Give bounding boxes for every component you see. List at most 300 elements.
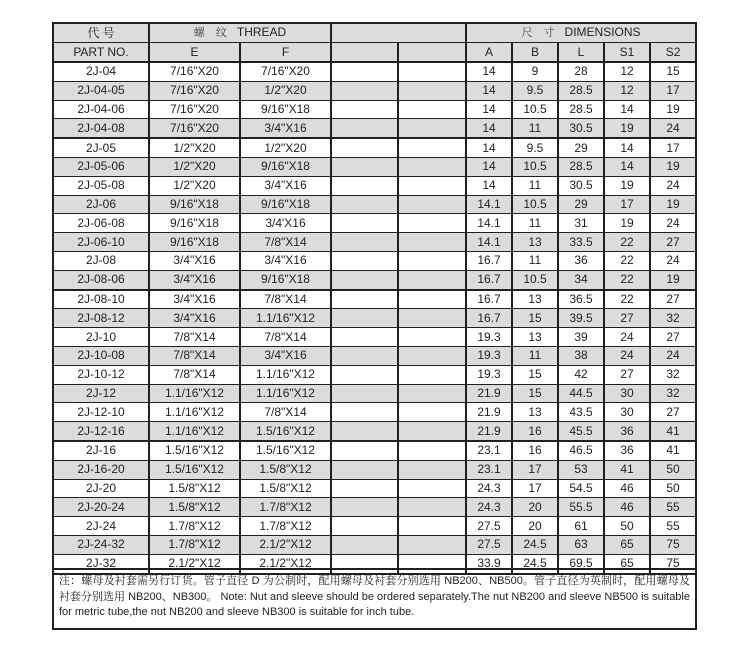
dim-s2-cell: 75 — [650, 535, 696, 554]
dim-l-cell: 34 — [558, 270, 604, 289]
dim-b-cell: 15 — [512, 309, 558, 328]
dim-a-cell: 14 — [466, 81, 512, 100]
dim-a-cell: 24.3 — [466, 479, 512, 498]
part-no-cell: 2J-24 — [53, 517, 149, 536]
thread-f-cell: 7/16"X20 — [240, 62, 331, 81]
thread-f-cell: 9/16"X18 — [240, 100, 331, 119]
thread-f-cell: 1.7/8"X12 — [240, 498, 331, 517]
dim-b-cell: 13 — [512, 328, 558, 347]
table-row — [53, 422, 696, 441]
table-row — [53, 365, 696, 384]
dim-l-cell: 53 — [558, 460, 604, 479]
part-no-cell: 2J-08-12 — [53, 309, 149, 328]
dim-l-cell: 36 — [558, 251, 604, 270]
part-no-header-en: PART NO. — [53, 43, 149, 63]
thread-e-cell: 3/4"X16 — [149, 270, 240, 289]
dim-l-cell: 63 — [558, 535, 604, 554]
table-row — [53, 328, 696, 347]
thread-e-cell: 1.5/16"X12 — [149, 441, 240, 460]
dim-l-cell: 28 — [558, 62, 604, 81]
dim-l-cell: 30.5 — [558, 176, 604, 195]
thread-e-cell: 1/2"X20 — [149, 138, 240, 157]
dim-b-cell: 9.5 — [512, 81, 558, 100]
dim-s2-cell: 32 — [650, 365, 696, 384]
dim-l-cell: 33.5 — [558, 233, 604, 252]
dim-s2-cell: 19 — [650, 100, 696, 119]
dim-b-cell: 17 — [512, 479, 558, 498]
dim-b-cell: 16 — [512, 441, 558, 460]
blank-cell-1 — [331, 157, 398, 176]
thread-f-cell: 3/4'X16 — [240, 214, 331, 233]
blank-cell-2 — [398, 214, 466, 233]
blank-cell-1 — [331, 479, 398, 498]
dim-a-cell: 27.5 — [466, 535, 512, 554]
blank-cell-2 — [398, 100, 466, 119]
table-row — [53, 384, 696, 403]
table-row — [53, 346, 696, 365]
dim-s2-cell: 32 — [650, 309, 696, 328]
dim-s1-cell: 22 — [604, 251, 650, 270]
dim-a-cell: 24.3 — [466, 498, 512, 517]
thread-f-cell: 9/16"X18 — [240, 157, 331, 176]
dim-a-cell: 14.1 — [466, 195, 512, 214]
dim-b-cell: 13 — [512, 403, 558, 422]
dim-s1-cell: 14 — [604, 100, 650, 119]
thread-f-cell: 3/4"X16 — [240, 119, 331, 138]
blank-cell-1 — [331, 62, 398, 81]
thread-en-label: THREAD — [236, 25, 287, 39]
part-no-cell: 2J-06 — [53, 195, 149, 214]
dim-a-cell: 21.9 — [466, 384, 512, 403]
blank-cell-2 — [398, 119, 466, 138]
dim-s1-cell: 41 — [604, 460, 650, 479]
blank-cell-1 — [331, 138, 398, 157]
blank-cell-1 — [331, 119, 398, 138]
part-no-cell: 2J-20 — [53, 479, 149, 498]
blank-cell-2 — [398, 422, 466, 441]
part-no-cell: 2J-05 — [53, 138, 149, 157]
table-row — [53, 441, 696, 460]
dim-a-cell: 21.9 — [466, 403, 512, 422]
dim-b-cell: 11 — [512, 176, 558, 195]
dim-s2-cell: 32 — [650, 384, 696, 403]
thread-e-cell: 1.7/8"X12 — [149, 517, 240, 536]
thread-e-cell: 3/4"X16 — [149, 251, 240, 270]
dim-b-cell: 10.5 — [512, 157, 558, 176]
dim-s1-cell: 12 — [604, 81, 650, 100]
dim-s1-cell: 65 — [604, 554, 650, 573]
table-row — [53, 233, 696, 252]
blank-cell-2 — [398, 157, 466, 176]
header-row-1 — [53, 23, 696, 43]
blank-cell-2 — [398, 498, 466, 517]
dim-a-cell: 14 — [466, 176, 512, 195]
thread-f-cell: 7/8"X14 — [240, 403, 331, 422]
blank-cell-1 — [331, 309, 398, 328]
part-no-cell: 2J-05-08 — [53, 176, 149, 195]
part-no-cell: 2J-10-08 — [53, 346, 149, 365]
table-row — [53, 81, 696, 100]
dim-s2-cell: 17 — [650, 81, 696, 100]
part-no-cell: 2J-04-05 — [53, 81, 149, 100]
thread-e-cell: 7/8"X14 — [149, 346, 240, 365]
blank-cell-2 — [398, 403, 466, 422]
thread-e-cell: 7/16"X20 — [149, 119, 240, 138]
part-no-cell: 2J-06-08 — [53, 214, 149, 233]
dim-l-cell: 55.5 — [558, 498, 604, 517]
part-no-cell: 2J-20-24 — [53, 498, 149, 517]
thread-e-cell: 1.1/16"X12 — [149, 422, 240, 441]
dim-s1-cell: 50 — [604, 517, 650, 536]
col-header-b: B — [512, 43, 558, 63]
dim-a-cell: 14 — [466, 157, 512, 176]
dim-b-cell: 15 — [512, 384, 558, 403]
dim-b-cell: 10.5 — [512, 270, 558, 289]
thread-e-cell: 1.5/16"X12 — [149, 460, 240, 479]
table-row — [53, 214, 696, 233]
thread-cn-label: 螺 纹 — [193, 27, 231, 39]
dim-a-cell: 27.5 — [466, 517, 512, 536]
blank-cell-2 — [398, 517, 466, 536]
blank-cell-1 — [331, 346, 398, 365]
part-no-cell: 2J-06-10 — [53, 233, 149, 252]
dim-s2-cell: 50 — [650, 460, 696, 479]
thread-f-cell: 3/4"X16 — [240, 176, 331, 195]
blank-cell-1 — [331, 251, 398, 270]
blank-cell-1 — [331, 460, 398, 479]
table-row — [53, 138, 696, 157]
table-row — [53, 403, 696, 422]
dim-s1-cell: 22 — [604, 290, 650, 309]
header-row-2 — [53, 43, 696, 63]
table-row — [53, 309, 696, 328]
part-no-cell: 2J-04 — [53, 62, 149, 81]
thread-f-cell: 2.1/2"X12 — [240, 554, 331, 573]
part-no-cell: 2J-32 — [53, 554, 149, 573]
thread-e-cell: 1.5/8"X12 — [149, 498, 240, 517]
blank-cell-2 — [398, 384, 466, 403]
dim-s1-cell: 46 — [604, 498, 650, 517]
dim-b-cell: 11 — [512, 251, 558, 270]
part-no-cell: 2J-10-12 — [53, 365, 149, 384]
dim-b-cell: 17 — [512, 460, 558, 479]
dim-s1-cell: 27 — [604, 309, 650, 328]
part-no-cell: 2J-16-20 — [53, 460, 149, 479]
dimensions-group-header — [466, 23, 696, 43]
dim-s2-cell: 24 — [650, 119, 696, 138]
blank-cell-1 — [331, 290, 398, 309]
thread-e-cell: 1.1/16"X12 — [149, 384, 240, 403]
dim-l-cell: 36.5 — [558, 290, 604, 309]
dim-s1-cell: 27 — [604, 365, 650, 384]
thread-e-cell: 9/16"X18 — [149, 195, 240, 214]
dim-s2-cell: 27 — [650, 403, 696, 422]
dim-l-cell: 28.5 — [558, 81, 604, 100]
dim-s1-cell: 46 — [604, 479, 650, 498]
thread-f-cell: 1.5/8"X12 — [240, 460, 331, 479]
dim-s2-cell: 24 — [650, 214, 696, 233]
dim-a-cell: 14 — [466, 62, 512, 81]
thread-group-header — [149, 23, 331, 43]
table-row — [53, 157, 696, 176]
blank-cell-2 — [398, 328, 466, 347]
table-row — [53, 535, 696, 554]
dim-l-cell: 29 — [558, 138, 604, 157]
thread-e-cell: 1.1/16"X12 — [149, 403, 240, 422]
thread-f-cell: 3/4"X16 — [240, 251, 331, 270]
dim-l-cell: 39 — [558, 328, 604, 347]
part-no-cell: 2J-12-10 — [53, 403, 149, 422]
dim-a-cell: 19.3 — [466, 346, 512, 365]
dim-s2-cell: 27 — [650, 233, 696, 252]
dim-s2-cell: 55 — [650, 498, 696, 517]
thread-f-cell: 7/8"X14 — [240, 290, 331, 309]
col-header-s1: S1 — [604, 43, 650, 63]
blank-cell-1 — [331, 384, 398, 403]
dim-b-cell: 20 — [512, 498, 558, 517]
col-header-l: L — [558, 43, 604, 63]
blank-cell-1 — [331, 498, 398, 517]
dim-a-cell: 16.7 — [466, 290, 512, 309]
dim-l-cell: 46.5 — [558, 441, 604, 460]
dim-a-cell: 23.1 — [466, 441, 512, 460]
dim-s2-cell: 41 — [650, 422, 696, 441]
dim-a-cell: 23.1 — [466, 460, 512, 479]
thread-f-cell: 9/16"X18 — [240, 195, 331, 214]
dim-l-cell: 28.5 — [558, 100, 604, 119]
col-header-f: F — [240, 43, 331, 63]
order-note: 注：螺母及衬套需另行订货。管子直径 D 为公制时，配用螺母及衬套分别选用 NB200、NB500。管子直径为英制时，配用螺母及衬套分别选用 NB200、NB300。 Note: Nut and sleeve should be ordered separately.The nut NB200 and sleeve NB500 is suitable for metric tube,the nut NB200 and sleeve NB300 is suitable for inch tube. — [52, 568, 697, 630]
dim-b-cell: 15 — [512, 365, 558, 384]
thread-e-cell: 1.5/8"X12 — [149, 479, 240, 498]
dim-b-cell: 13 — [512, 290, 558, 309]
table-row — [53, 479, 696, 498]
blank-cell-2 — [398, 479, 466, 498]
thread-e-cell: 9/16"X18 — [149, 233, 240, 252]
thread-e-cell: 3/4"X16 — [149, 290, 240, 309]
dim-s2-cell: 41 — [650, 441, 696, 460]
blank-cell-2 — [398, 176, 466, 195]
thread-f-cell: 1.1/16"X12 — [240, 309, 331, 328]
dim-a-cell: 33.9 — [466, 554, 512, 573]
dim-s1-cell: 36 — [604, 441, 650, 460]
dim-l-cell: 69.5 — [558, 554, 604, 573]
dim-s1-cell: 19 — [604, 119, 650, 138]
dim-s1-cell: 19 — [604, 176, 650, 195]
dim-b-cell: 9.5 — [512, 138, 558, 157]
blank-cell-1 — [331, 535, 398, 554]
dim-s1-cell: 12 — [604, 62, 650, 81]
thread-f-cell: 1/2"X20 — [240, 138, 331, 157]
table-header — [53, 23, 696, 62]
dim-l-cell: 43.5 — [558, 403, 604, 422]
blank-cell-1 — [331, 422, 398, 441]
dim-s1-cell: 30 — [604, 403, 650, 422]
thread-e-cell: 7/8"X14 — [149, 328, 240, 347]
thread-f-cell: 1.1/16"X12 — [240, 384, 331, 403]
dim-s1-cell: 14 — [604, 157, 650, 176]
dim-a-cell: 14 — [466, 119, 512, 138]
table-row — [53, 498, 696, 517]
part-no-cell: 2J-08-10 — [53, 290, 149, 309]
blank-cell-2 — [398, 441, 466, 460]
dim-b-cell: 11 — [512, 346, 558, 365]
col-header-a: A — [466, 43, 512, 63]
thread-f-cell: 7/8"X14 — [240, 328, 331, 347]
dim-b-cell: 10.5 — [512, 100, 558, 119]
dim-b-cell: 20 — [512, 517, 558, 536]
blank-cell-1 — [331, 441, 398, 460]
part-no-cell: 2J-16 — [53, 441, 149, 460]
dim-b-cell: 16 — [512, 422, 558, 441]
thread-f-cell: 1/2"X20 — [240, 81, 331, 100]
dim-s2-cell: 19 — [650, 157, 696, 176]
dim-s2-cell: 15 — [650, 62, 696, 81]
thread-e-cell: 1/2"X20 — [149, 176, 240, 195]
dim-s2-cell: 27 — [650, 290, 696, 309]
dim-s1-cell: 24 — [604, 328, 650, 347]
dim-l-cell: 29 — [558, 195, 604, 214]
table-row — [53, 460, 696, 479]
dim-s1-cell: 22 — [604, 233, 650, 252]
blank-cell-2 — [398, 346, 466, 365]
dim-s2-cell: 24 — [650, 176, 696, 195]
blank-cell-2 — [398, 195, 466, 214]
table-row — [53, 100, 696, 119]
dim-s1-cell: 36 — [604, 422, 650, 441]
dim-l-cell: 45.5 — [558, 422, 604, 441]
dim-a-cell: 19.3 — [466, 328, 512, 347]
fitting-spec-table — [52, 22, 697, 575]
thread-f-cell: 1.5/16"X12 — [240, 441, 331, 460]
blank-cell-1 — [331, 214, 398, 233]
dim-a-cell: 21.9 — [466, 422, 512, 441]
thread-e-cell: 1.7/8"X12 — [149, 535, 240, 554]
dim-s1-cell: 30 — [604, 384, 650, 403]
dimensions-cn-label: 尺 寸 — [521, 27, 559, 39]
thread-e-cell: 1/2"X20 — [149, 157, 240, 176]
dim-s2-cell: 50 — [650, 479, 696, 498]
blank-cell-1 — [331, 403, 398, 422]
part-no-cell: 2J-08 — [53, 251, 149, 270]
col-header-s2: S2 — [650, 43, 696, 63]
blank-cell-2 — [398, 460, 466, 479]
dim-l-cell: 54.5 — [558, 479, 604, 498]
dim-a-cell: 16.7 — [466, 251, 512, 270]
thread-e-cell: 7/16"X20 — [149, 100, 240, 119]
dim-l-cell: 39.5 — [558, 309, 604, 328]
blank-cell-2 — [398, 365, 466, 384]
thread-f-cell: 1.7/8"X12 — [240, 517, 331, 536]
dim-l-cell: 44.5 — [558, 384, 604, 403]
blank-cell-1 — [331, 100, 398, 119]
thread-e-cell: 9/16"X18 — [149, 214, 240, 233]
dim-l-cell: 42 — [558, 365, 604, 384]
dimensions-en-label: DIMENSIONS — [564, 25, 641, 39]
dim-b-cell: 13 — [512, 233, 558, 252]
part-no-cell: 2J-12 — [53, 384, 149, 403]
table-row — [53, 270, 696, 289]
blank-cell-1 — [331, 233, 398, 252]
dim-a-cell: 14.1 — [466, 214, 512, 233]
dim-s2-cell: 19 — [650, 270, 696, 289]
table-body — [53, 62, 696, 574]
dim-s2-cell: 75 — [650, 554, 696, 573]
part-no-cell: 2J-04-06 — [53, 100, 149, 119]
blank-cell-2 — [398, 81, 466, 100]
thread-e-cell: 7/8"X14 — [149, 365, 240, 384]
dim-l-cell: 31 — [558, 214, 604, 233]
dim-s1-cell: 19 — [604, 214, 650, 233]
thread-e-cell: 3/4"X16 — [149, 309, 240, 328]
blank-cell-2 — [398, 309, 466, 328]
dim-s2-cell: 24 — [650, 251, 696, 270]
dim-b-cell: 9 — [512, 62, 558, 81]
part-no-header-cn — [53, 23, 149, 43]
dim-b-cell: 11 — [512, 214, 558, 233]
part-no-cell: 2J-08-06 — [53, 270, 149, 289]
dim-s1-cell: 14 — [604, 138, 650, 157]
dim-a-cell: 14 — [466, 100, 512, 119]
blank-cell-2 — [398, 270, 466, 289]
table-row — [53, 119, 696, 138]
dim-s2-cell: 24 — [650, 346, 696, 365]
blank-cell-2 — [398, 138, 466, 157]
dim-l-cell: 30.5 — [558, 119, 604, 138]
table-row — [53, 517, 696, 536]
blank-cell-2 — [398, 251, 466, 270]
col-header-blank-1 — [331, 43, 398, 63]
dim-l-cell: 28.5 — [558, 157, 604, 176]
table-row — [53, 176, 696, 195]
dim-a-cell: 19.3 — [466, 365, 512, 384]
dim-s2-cell: 55 — [650, 517, 696, 536]
thread-f-cell: 9/16"X18 — [240, 270, 331, 289]
blank-cell-2 — [398, 233, 466, 252]
blank-group-header — [331, 23, 466, 43]
thread-f-cell: 7/8"X14 — [240, 233, 331, 252]
part-no-cell: 2J-12-16 — [53, 422, 149, 441]
thread-f-cell: 1.5/8"X12 — [240, 479, 331, 498]
blank-cell-1 — [331, 81, 398, 100]
dim-a-cell: 14 — [466, 138, 512, 157]
table-row — [53, 195, 696, 214]
thread-e-cell: 7/16"X20 — [149, 62, 240, 81]
dim-s1-cell: 24 — [604, 346, 650, 365]
blank-cell-1 — [331, 517, 398, 536]
dim-s1-cell: 17 — [604, 195, 650, 214]
thread-f-cell: 2.1/2"X12 — [240, 535, 331, 554]
part-no-cn-label: 代 号 — [87, 25, 115, 40]
dim-s2-cell: 17 — [650, 138, 696, 157]
dim-b-cell: 11 — [512, 119, 558, 138]
dim-s1-cell: 65 — [604, 535, 650, 554]
blank-cell-1 — [331, 270, 398, 289]
dim-b-cell: 24.5 — [512, 535, 558, 554]
part-no-cell: 2J-24-32 — [53, 535, 149, 554]
thread-f-cell: 1.5/16"X12 — [240, 422, 331, 441]
dim-s2-cell: 19 — [650, 195, 696, 214]
dim-l-cell: 61 — [558, 517, 604, 536]
col-header-e: E — [149, 43, 240, 63]
blank-cell-2 — [398, 535, 466, 554]
dim-b-cell: 24.5 — [512, 554, 558, 573]
blank-cell-2 — [398, 62, 466, 81]
part-no-cell: 2J-04-08 — [53, 119, 149, 138]
thread-f-cell: 3/4"X16 — [240, 346, 331, 365]
part-no-cell: 2J-05-06 — [53, 157, 149, 176]
dim-a-cell: 16.7 — [466, 309, 512, 328]
